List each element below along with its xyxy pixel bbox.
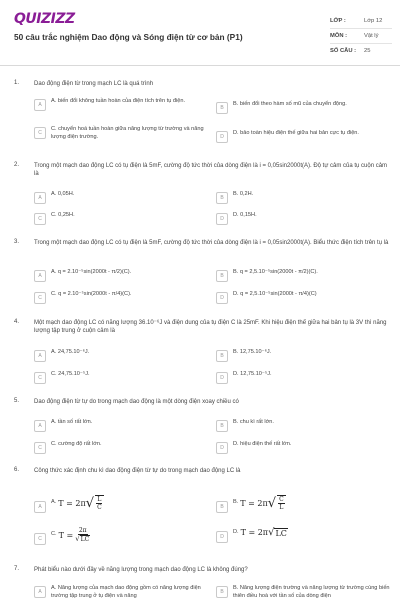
option-text: C. chuyển hoá tuần hoàn giữa năng lượng từ trường và năng lượng điện trường. — [51, 126, 204, 140]
quiz-meta — [330, 14, 392, 58]
option-c[interactable] — [34, 291, 210, 304]
question-number: 5. — [14, 398, 20, 404]
question-number: 6. — [14, 467, 20, 473]
option-letter-box: B — [216, 420, 228, 432]
option-c[interactable] — [34, 371, 210, 384]
option-letter-box: B — [216, 192, 228, 204]
formula-lhs: T = — [58, 530, 74, 540]
option-letter-box: D — [216, 131, 228, 143]
meta-label: SỐ CÂU : — [330, 48, 357, 54]
option-text: C. cường độ rất lớn. — [51, 441, 102, 447]
question-text: Phát biểu nào dưới đây về năng lượng trong mạch dao động LC là không đúng? — [34, 567, 248, 573]
numerator: C — [279, 496, 284, 503]
sqrt — [268, 495, 287, 511]
quizizz-logo: QUIZIZZ — [14, 11, 75, 27]
option-text: B. — [233, 499, 239, 505]
option-letter-box: C — [34, 372, 46, 384]
option-text: C. — [51, 531, 57, 537]
question-text: Một mạch dao động LC có năng lượng 36.10⁻⁶J và điện dung của tụ điện C là 25mF. Khi hiệu điện thế giữa hai bản tụ là 3V thì năng lượng tập trung ở cuộn cảm là — [34, 320, 387, 335]
option-letter-box: A — [34, 270, 46, 282]
option-text: A. — [51, 499, 57, 505]
question-text: Trong một mạch dao động LC có tụ điện là 5mF, cường độ tức thời của dòng điện là i = 0,05sin2000t(A). Biểu thức điện tích trên tụ là — [34, 240, 389, 246]
question-text: Dao động điện từ tự do trong mạch dao động là một dòng điện xoay chiều có — [34, 399, 239, 405]
option-d[interactable] — [216, 291, 392, 304]
option-b[interactable] — [216, 585, 392, 601]
option-letter-box: D — [216, 292, 228, 304]
option-text: B. biến đổi theo hàm số mũ của chuyển động. — [233, 101, 347, 107]
question-number: 3. — [14, 239, 20, 245]
option-d[interactable] — [216, 527, 392, 543]
meta-value: Lớp 12 — [364, 18, 383, 24]
option-a[interactable] — [34, 98, 210, 111]
option-a[interactable] — [34, 419, 210, 432]
numerator: 2π — [78, 527, 87, 534]
option-letter-box: C — [34, 213, 46, 225]
quiz-title: 50 câu trắc nghiệm Dao động và Sóng điện từ cơ bản (P1) — [14, 32, 243, 42]
option-text: C. 24,75.10⁻⁵J. — [51, 371, 90, 377]
option-text: B. q = 2,5.10⁻⁵sin(2000t - π/2)(C). — [233, 269, 318, 275]
option-b[interactable] — [216, 419, 392, 432]
option-letter-box: A — [34, 420, 46, 432]
option-a[interactable] — [34, 495, 210, 513]
option-text: D. 12,75.10⁻⁵J. — [233, 371, 272, 377]
sqrt — [268, 527, 288, 538]
header-divider — [0, 65, 400, 66]
formula-d — [241, 527, 288, 538]
option-a[interactable] — [34, 585, 210, 601]
option-letter-box: A — [34, 99, 46, 111]
radicand: LC — [275, 528, 287, 538]
radical-sign-icon: √ — [267, 495, 277, 511]
formula-lhs: T = 2π — [240, 528, 269, 537]
option-letter-box: C — [34, 442, 46, 454]
header — [0, 0, 400, 62]
option-text: B. 0,2H. — [233, 191, 254, 197]
option-text: B. Năng lượng điện trường và năng lượng từ trường cùng biến thiên điều hoà với tần số của dòng điện — [233, 585, 390, 599]
option-letter-box: C — [34, 127, 46, 139]
option-letter-box: D — [216, 372, 228, 384]
option-d[interactable] — [216, 371, 392, 384]
sqrt — [86, 495, 105, 511]
option-b[interactable] — [216, 269, 392, 282]
option-a[interactable] — [34, 349, 210, 362]
question-number: 4. — [14, 319, 20, 325]
fraction — [74, 527, 91, 543]
option-letter-box: A — [34, 586, 46, 598]
option-text: C. q = 2.10⁻⁵sin(2000t - π/4)(C). — [51, 291, 132, 297]
option-text: A. biến đổi không tuần hoàn của điện tích trên tụ điện. — [51, 98, 186, 104]
meta-subject-row — [330, 29, 392, 44]
question-text: Dao động điện từ trong mạch LC là quá trình — [34, 81, 154, 87]
denominator — [74, 535, 91, 543]
formula-lhs: T = 2π — [240, 498, 268, 508]
option-a[interactable] — [34, 191, 210, 204]
option-text: A. q = 2.10⁻⁵sin(2000t - π/2)(C). — [51, 269, 132, 275]
formula-a — [58, 495, 104, 511]
option-letter-box: A — [34, 501, 46, 513]
option-d[interactable] — [216, 212, 392, 225]
option-text: D. q = 2,5.10⁻⁵sin(2000t - π/4)(C) — [233, 291, 317, 297]
numerator: L — [97, 496, 102, 503]
formula-lhs: T = 2π — [58, 498, 86, 508]
option-b[interactable] — [216, 495, 392, 513]
option-letter-box: D — [216, 531, 228, 543]
option-text: C. 0,25H. — [51, 212, 75, 218]
formula-b — [240, 495, 286, 511]
option-text: D. hiệu điện thế rất lớn. — [233, 441, 292, 447]
meta-count-row — [330, 44, 392, 58]
question-number: 7. — [14, 566, 20, 572]
radical-sign-icon: √ — [268, 527, 275, 538]
option-letter-box: B — [216, 350, 228, 362]
option-b[interactable] — [216, 191, 392, 204]
option-c[interactable] — [34, 527, 210, 545]
fraction — [95, 495, 104, 511]
option-text: A. tần số rất lớn. — [51, 419, 93, 425]
option-c[interactable] — [34, 126, 210, 142]
option-b[interactable] — [216, 101, 392, 114]
option-letter-box: A — [34, 192, 46, 204]
option-letter-box: D — [216, 442, 228, 454]
option-text: D. 0,15H. — [233, 212, 257, 218]
question-number: 2. — [14, 162, 20, 168]
radical-sign-icon: √ — [75, 534, 80, 543]
option-letter-box: B — [216, 586, 228, 598]
option-letter-box: B — [216, 102, 228, 114]
formula-c — [59, 527, 93, 543]
option-text: A. Năng lượng của mạch dao động gồm có năng lượng điện trường tập trung ở tụ điện và năng — [51, 585, 201, 599]
option-letter-box: B — [216, 501, 228, 513]
option-text: B. 12,75.10⁻⁶J. — [233, 349, 272, 355]
option-d[interactable] — [216, 130, 392, 143]
option-a[interactable] — [34, 269, 210, 282]
option-letter-box: C — [34, 292, 46, 304]
option-text: A. 0,05H. — [51, 191, 75, 197]
denominator: C — [97, 504, 102, 511]
fraction — [277, 495, 286, 511]
denominator: L — [279, 504, 284, 511]
option-c[interactable] — [34, 212, 210, 225]
meta-label: MÔN : — [330, 33, 348, 39]
radicand: LC — [80, 536, 90, 543]
option-text: D. bảo toàn hiệu điện thế giữa hai bản cực tụ điện. — [233, 130, 359, 136]
option-letter-box: A — [34, 350, 46, 362]
option-letter-box: B — [216, 270, 228, 282]
option-text: D. — [233, 529, 239, 535]
meta-label: LỚP : — [330, 18, 346, 24]
question-text: Công thức xác định chu kì dao động điện từ tự do trong mạch dao động LC là — [34, 468, 241, 474]
option-text: B. chu kì rất lớn. — [233, 419, 274, 425]
question-number: 1. — [14, 80, 20, 86]
meta-value: Vật lý — [364, 33, 379, 39]
option-letter-box: D — [216, 213, 228, 225]
meta-value: 25 — [364, 48, 371, 54]
radical-sign-icon: √ — [85, 495, 95, 511]
option-letter-box: C — [34, 533, 46, 545]
option-d[interactable] — [216, 441, 392, 454]
option-b[interactable] — [216, 349, 392, 362]
option-text: A. 24,75.10⁻⁶J. — [51, 349, 90, 355]
option-c[interactable] — [34, 441, 210, 454]
question-text: Trong một mạch dao động LC có tụ điện là 5mF, cường độ tức thời của dòng điện là i = 0,05sin2000t(A). Độ tự cảm của tụ cuộn cảm là — [34, 163, 388, 178]
meta-class-row — [330, 14, 392, 29]
